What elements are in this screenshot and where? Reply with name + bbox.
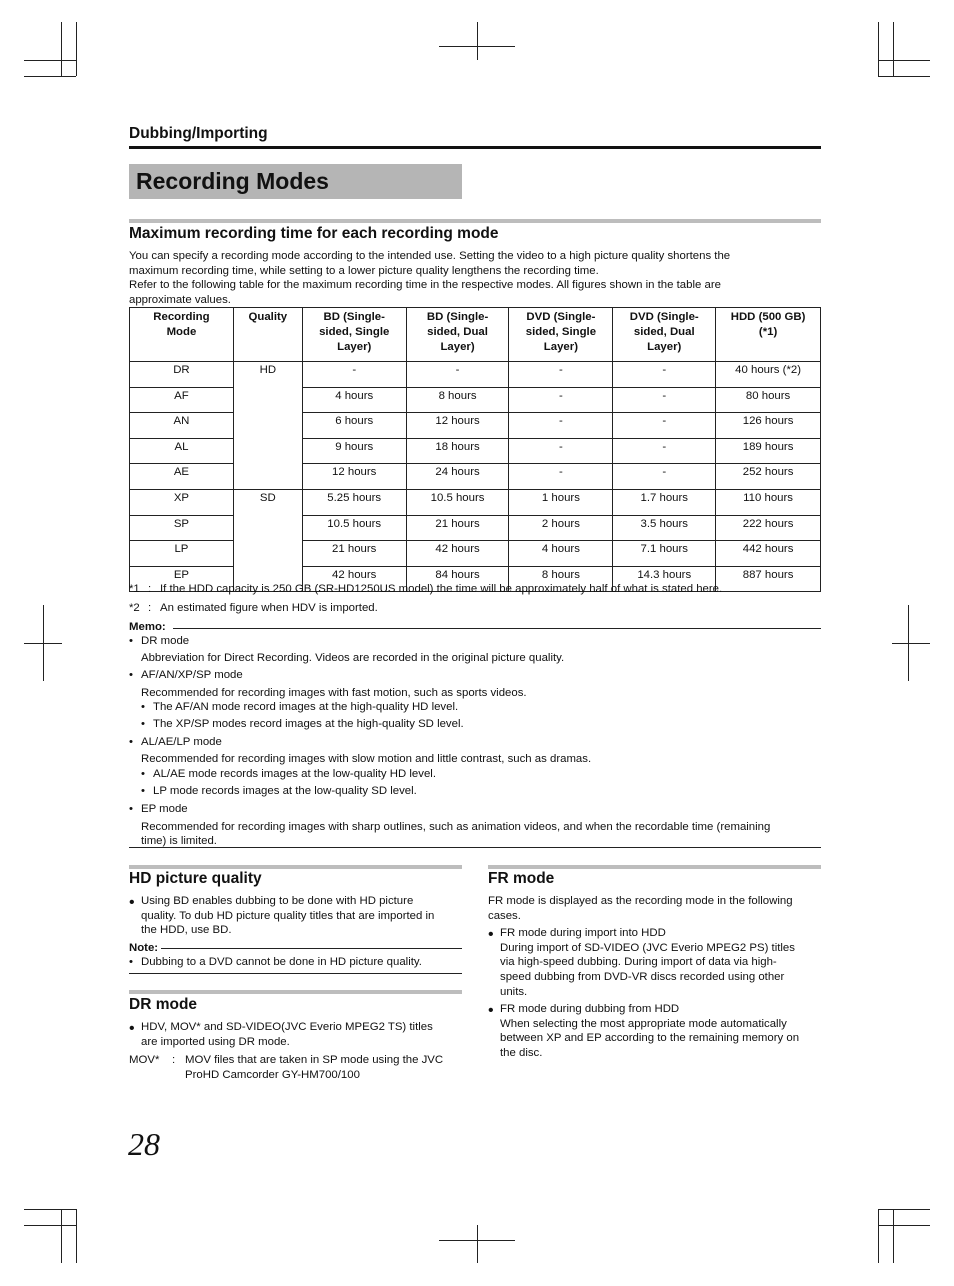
fr-mode-heading: FR mode: [488, 870, 555, 887]
table-cell: -: [509, 362, 613, 388]
table-cell: 442 hours: [716, 541, 821, 567]
text-line: • Using BD enables dubbing to be done with HD picture: [141, 895, 414, 907]
hd-quality-heading: HD picture quality: [129, 870, 262, 887]
note-body: [129, 955, 464, 970]
section-rule: [129, 990, 462, 994]
table-cell: -: [509, 413, 613, 439]
column-header: Quality: [233, 308, 302, 362]
dr-mode-heading: DR mode: [129, 996, 198, 1013]
table-row: [130, 387, 821, 413]
table-cell: 12 hours: [302, 464, 406, 490]
table-row: [130, 489, 821, 515]
text-line: the disc.: [500, 1046, 543, 1059]
table-cell: 5.25 hours: [302, 489, 406, 515]
recording-time-table: [129, 307, 821, 592]
column-header: DVD (Single- sided, Single Layer): [509, 308, 613, 362]
text-line: • FR mode during dubbing from HDD: [500, 1003, 680, 1016]
memo-desc: Recommended for recording images with sharp outlines, such as animation videos, and when the recordable time (remaining: [141, 820, 771, 833]
memo-bullet: • AL/AE/LP mode: [129, 735, 829, 750]
intro-line: Refer to the following table for the maximum recording time in the respective modes. All figures shown in the table are: [129, 279, 721, 292]
table-cell: 110 hours: [716, 489, 821, 515]
memo-rule: [173, 628, 821, 629]
mode-cell: SP: [130, 515, 234, 541]
max-time-heading: Maximum recording time for each recording mode: [129, 225, 499, 242]
max-time-intro: [129, 249, 829, 307]
text-line: MOV files that are taken in SP mode using the JVC: [185, 1054, 444, 1066]
table-cell: 9 hours: [302, 438, 406, 464]
footnote: [129, 601, 829, 616]
fr-mode-bullet: [488, 1002, 828, 1060]
mode-cell: AL: [130, 438, 234, 464]
footnote-sep: :: [148, 583, 152, 595]
table-cell: 40 hours (*2): [716, 362, 821, 388]
hd-quality-bullet: [129, 894, 464, 938]
note-rule: [161, 948, 462, 949]
column-header: DVD (Single- sided, Dual Layer): [613, 308, 716, 362]
footnote-text: If the HDD capacity is 250 GB (SR-HD1250US model) the time will be approximately half of what is stated here.: [160, 583, 723, 595]
text-line: are imported using DR mode.: [141, 1035, 290, 1048]
text-line: • FR mode during import into HDD: [500, 927, 666, 940]
text-line: between XP and EP according to the remaining memory on: [500, 1032, 800, 1045]
table-cell: 6 hours: [302, 413, 406, 439]
table-cell: 1.7 hours: [613, 489, 716, 515]
mode-cell: LP: [130, 541, 234, 567]
table-cell: 4 hours: [509, 541, 613, 567]
memo-desc: time) is limited.: [141, 835, 217, 848]
table-row: [130, 413, 821, 439]
table-cell: 222 hours: [716, 515, 821, 541]
table-row: [130, 515, 821, 541]
text-line: quality. To dub HD picture quality titles that are imported in: [141, 909, 435, 922]
memo-sub-bullet: • LP mode records images at the low-quality SD level.: [129, 784, 829, 799]
memo-label: Memo:: [129, 621, 166, 633]
table-cell: 2 hours: [509, 515, 613, 541]
quality-cell: HD: [233, 362, 302, 490]
column-header: HDD (500 GB) (*1): [716, 308, 821, 362]
fr-mode-bullet: [488, 926, 828, 999]
table-cell: 42 hours: [302, 566, 406, 592]
dr-mode-bullet: [129, 1020, 464, 1049]
column-header: BD (Single- sided, Single Layer): [302, 308, 406, 362]
table-cell: -: [302, 362, 406, 388]
table-cell: -: [509, 464, 613, 490]
table-cell: 8 hours: [406, 387, 509, 413]
table-cell: 80 hours: [716, 387, 821, 413]
memo-bullet: • DR mode: [129, 634, 829, 649]
text-line: When selecting the most appropriate mode automatically: [500, 1017, 787, 1030]
table-cell: 21 hours: [302, 541, 406, 567]
footnote-sep: :: [172, 1054, 176, 1066]
table-row: [130, 541, 821, 567]
column-header: BD (Single- sided, Dual Layer): [406, 308, 509, 362]
table-cell: 126 hours: [716, 413, 821, 439]
table-cell: 887 hours: [716, 566, 821, 592]
table-cell: -: [613, 438, 716, 464]
mode-cell: AE: [130, 464, 234, 490]
text-line: ProHD Camcorder GY-HM700/100: [185, 1068, 360, 1081]
memo-desc: Abbreviation for Direct Recording. Videos are recorded in the original picture quality.: [141, 651, 565, 664]
table-header-row: [130, 308, 821, 362]
footnote-text: An estimated figure when HDV is imported.: [160, 602, 378, 614]
table-cell: 1 hours: [509, 489, 613, 515]
table-cell: 14.3 hours: [613, 566, 716, 592]
table-cell: 10.5 hours: [302, 515, 406, 541]
table-cell: 10.5 hours: [406, 489, 509, 515]
text-line: FR mode is displayed as the recording mode in the following: [488, 895, 793, 907]
memo-bullet: • EP mode: [129, 802, 829, 817]
table-row: [130, 464, 821, 490]
intro-line: You can specify a recording mode according to the intended use. Setting the video to a high picture quality shortens the: [129, 250, 731, 262]
text-line: During import of SD-VIDEO (JVC Everio MPEG2 PS) titles: [500, 941, 795, 954]
text-line: speed dubbing from DVD-VR discs recorded using other: [500, 970, 785, 983]
text-line: via high-speed dubbing. During import of data via high-: [500, 956, 777, 969]
text-line: cases.: [488, 909, 521, 922]
memo-desc: Recommended for recording images with fast motion, such as sports videos.: [141, 686, 527, 699]
table-cell: 4 hours: [302, 387, 406, 413]
table-cell: 189 hours: [716, 438, 821, 464]
mode-cell: XP: [130, 489, 234, 515]
memo-sub-bullet: • The XP/SP modes record images at the high-quality SD level.: [129, 717, 829, 732]
table-cell: -: [509, 387, 613, 413]
section-rule: [129, 865, 462, 869]
quality-cell: SD: [233, 489, 302, 591]
text-line: the HDD, use BD.: [141, 924, 232, 937]
table-cell: 24 hours: [406, 464, 509, 490]
memo-sub-bullet: • The AF/AN mode record images at the high-quality HD level.: [129, 700, 829, 715]
table-cell: 252 hours: [716, 464, 821, 490]
text-line: units.: [500, 985, 528, 998]
table-cell: 8 hours: [509, 566, 613, 592]
footnote-mark: MOV*: [129, 1054, 160, 1066]
text-line: • HDV, MOV* and SD-VIDEO(JVC Everio MPEG2 TS) titles: [141, 1021, 433, 1033]
mode-cell: AF: [130, 387, 234, 413]
mode-cell: AN: [130, 413, 234, 439]
mode-cell: EP: [130, 566, 234, 592]
table-cell: -: [613, 464, 716, 490]
dr-mode-body: [129, 1020, 464, 1049]
memo-sub-bullet: • AL/AE mode records images at the low-quality HD level.: [129, 767, 829, 782]
intro-line: maximum recording time, while setting to a lower picture quality lengthens the recording time.: [129, 264, 599, 277]
table-cell: 12 hours: [406, 413, 509, 439]
mode-cell: DR: [130, 362, 234, 388]
table-cell: 21 hours: [406, 515, 509, 541]
hd-quality-body: [129, 894, 464, 938]
table-cell: 84 hours: [406, 566, 509, 592]
table-cell: -: [613, 362, 716, 388]
table-cell: 7.1 hours: [613, 541, 716, 567]
memo-body: [129, 634, 829, 849]
footnote: [129, 582, 829, 597]
table-cell: 3.5 hours: [613, 515, 716, 541]
note-bullet: • Dubbing to a DVD cannot be done in HD picture quality.: [129, 955, 464, 970]
section-label: Dubbing/Importing: [129, 125, 268, 142]
fr-mode-body: [488, 894, 828, 1061]
page-number: 28: [128, 1126, 160, 1162]
table-cell: -: [406, 362, 509, 388]
table-row: [130, 438, 821, 464]
section-rule: [488, 865, 821, 869]
memo-desc: Recommended for recording images with slow motion and little contrast, such as dramas.: [141, 753, 592, 766]
table-cell: 42 hours: [406, 541, 509, 567]
table-cell: -: [509, 438, 613, 464]
header-rule: [129, 146, 821, 149]
table-row: [130, 362, 821, 388]
column-header: Recording Mode: [130, 308, 234, 362]
table-cell: -: [613, 413, 716, 439]
table-cell: 18 hours: [406, 438, 509, 464]
table-cell: -: [613, 387, 716, 413]
section-rule: [129, 219, 821, 223]
intro-line: approximate values.: [129, 293, 231, 306]
page-title: Recording Modes: [136, 168, 329, 194]
footnote-sep: :: [148, 602, 152, 614]
page-title-box: [129, 164, 462, 199]
memo-end-rule: [129, 847, 821, 848]
memo-bullet: • AF/AN/XP/SP mode: [129, 668, 829, 683]
footnote-mark: *1: [129, 583, 140, 595]
note-label: Note:: [129, 942, 159, 954]
footnote-mark: *2: [129, 602, 140, 614]
note-end-rule: [129, 973, 462, 974]
